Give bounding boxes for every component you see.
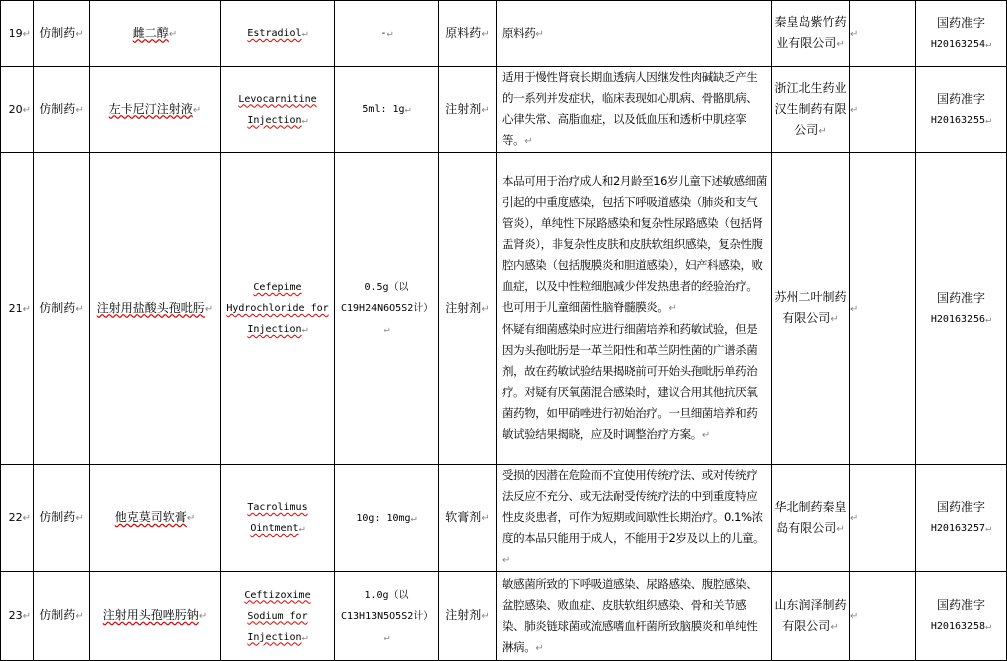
company: 华北制药秦皇岛有限公司↵: [772, 465, 850, 572]
approval-number: 国药准字 H20163256↵: [916, 153, 1007, 465]
indication: [497, 465, 772, 572]
drug-type: 仿制药↵: [34, 465, 90, 572]
drug-name: 注射用盐酸头孢吡肟↵: [90, 153, 221, 465]
table-body: [1, 1, 1007, 661]
specification: 5ml: 1g↵: [335, 67, 439, 153]
dosage-form: 原料药↵: [439, 1, 497, 67]
english-name: Cefepime Hydrochloride for Injection↵: [221, 153, 335, 465]
indication: [497, 153, 772, 465]
company: 浙江北生药业汉生制药有限公司↵: [772, 67, 850, 153]
drug-type: 仿制药↵: [34, 153, 90, 465]
approval-number: 国药准字 H20163254↵: [916, 1, 1007, 67]
row-number: 22↵: [1, 465, 34, 572]
indication-paragraph: 原料药↵: [502, 25, 544, 40]
drug-name: 注射用头孢唑肟钠↵: [90, 572, 221, 661]
empty-cell: ↵: [850, 67, 916, 153]
row-number: 20↵: [1, 67, 34, 153]
approval-number: 国药准字 H20163258↵: [916, 572, 1007, 661]
approval-number: 国药准字 H20163257↵: [916, 465, 1007, 572]
drug-name: 他克莫司软膏↵: [90, 465, 221, 572]
company: 苏州二叶制药有限公司↵: [772, 153, 850, 465]
drug-type: 仿制药↵: [34, 1, 90, 67]
company: 山东润泽制药有限公司↵: [772, 572, 850, 661]
empty-cell: ↵: [850, 153, 916, 465]
table-row: [1, 1, 1007, 67]
empty-cell: ↵: [850, 1, 916, 67]
empty-cell: ↵: [850, 572, 916, 661]
drug-name: 雌二醇↵: [90, 1, 221, 67]
specification: 1.0g（以C13H13N5O5S2计）↵: [335, 572, 439, 661]
specification: -↵: [335, 1, 439, 67]
indication: [497, 67, 772, 153]
empty-cell: ↵: [850, 465, 916, 572]
dosage-form: 注射剂↵: [439, 572, 497, 661]
specification: 0.5g（以C19H24N6O5S2计）↵: [335, 153, 439, 465]
dosage-form: 注射剂↵: [439, 153, 497, 465]
drug-type: 仿制药↵: [34, 67, 90, 153]
indication-paragraph: 敏感菌所致的下呼吸道感染、尿路感染、腹腔感染、盆腔感染、败血症、皮肤软组织感染、骨和关节感染、肺炎链球菌或流感嗜血杆菌所致脑膜炎和单纯性淋病。↵: [502, 576, 758, 654]
dosage-form: 注射剂↵: [439, 67, 497, 153]
drug-name: 左卡尼汀注射液↵: [90, 67, 221, 153]
company: 秦皇岛紫竹药业有限公司↵: [772, 1, 850, 67]
table-row: [1, 153, 1007, 465]
indication-paragraph: 受损的因潜在危险而不宜使用传统疗法、或对传统疗法反应不充分、或无法耐受传统疗法的中到重度特应性皮炎患者，可作为短期或间歇性长期治疗。0.1%浓度的本品只能用于成人，不能用于2岁及以上的儿童。↵: [502, 468, 765, 566]
indication: [497, 572, 772, 661]
specification: 10g: 10mg↵: [335, 465, 439, 572]
row-number: 19↵: [1, 1, 34, 67]
row-number: 21↵: [1, 153, 34, 465]
indication-paragraph: 适用于慢性肾衰长期血透病人因继发性肉碱缺乏产生的一系列并发症状，临床表现如心肌病、骨骼肌病、心律失常、高脂血症，以及低血压和透析中肌痉挛等。↵: [502, 70, 758, 147]
dosage-form: 软膏剂↵: [439, 465, 497, 572]
table-row: [1, 67, 1007, 153]
english-name: Estradiol↵: [221, 1, 335, 67]
table-row: [1, 465, 1007, 572]
indication-paragraph: 本品可用于治疗成人和2月龄至16岁儿童下述敏感细菌引起的中重度感染，包括下呼吸道感染（肺炎和支气管炎），单纯性下尿路感染和复杂性尿路感染（包括肾盂肾炎），非复杂性皮肤和皮肤软组织感染，复杂性腹腔内感染（包括腹膜炎和胆道感染），妇产科感染，败血症，以及中性粒细胞减少伴发热患者的经验治疗。也可用于儿童细菌性脑脊髓膜炎。↵: [502, 174, 767, 314]
row-number: 23↵: [1, 572, 34, 661]
approval-number: 国药准字 H20163255↵: [916, 67, 1007, 153]
english-name: Tacrolimus Ointment↵: [221, 465, 335, 572]
indication-paragraph: 怀疑有细菌感染时应进行细菌培养和药敏试验，但是因为头孢吡肟是一革兰阳性和革兰阴性菌的广谱杀菌剂，故在药敏试验结果揭晓前可开始头孢吡肟单药治疗。对疑有厌氧菌混合感染时，建议合用其他抗厌氧菌药物，如甲硝唑进行初始治疗。一旦细菌培养和药敏试验结果揭晓，应及时调整治疗方案。↵: [502, 322, 758, 441]
table-row: [1, 572, 1007, 661]
english-name: Levocarnitine Injection↵: [221, 67, 335, 153]
english-name: Ceftizoxime Sodium for Injection↵: [221, 572, 335, 661]
indication: [497, 1, 772, 67]
drug-type: 仿制药↵: [34, 572, 90, 661]
